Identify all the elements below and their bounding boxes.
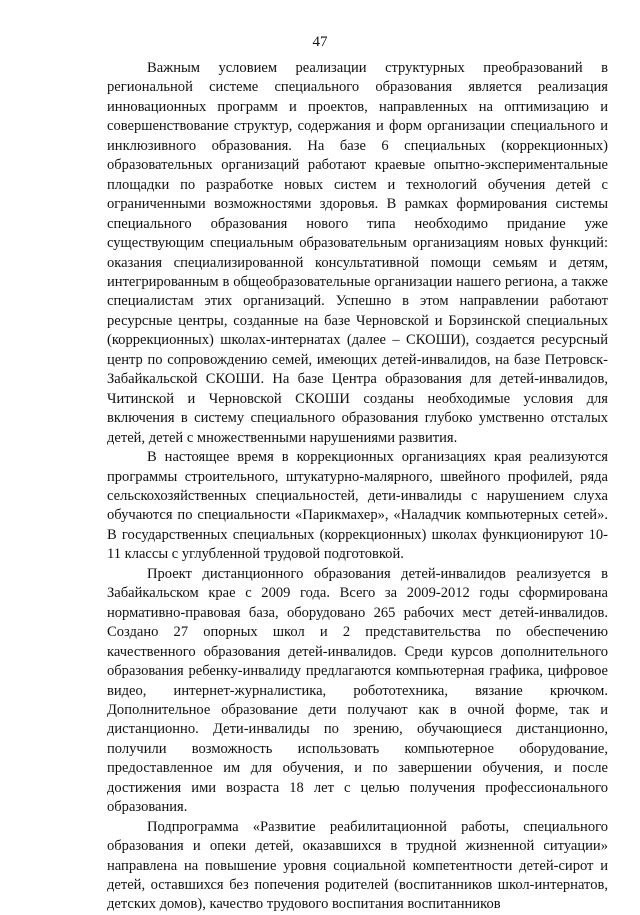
paragraph-subprogram: Подпрограмма «Развитие реабилитационной работы, специального образования и опеки детей, оказавшихся в трудной жизненной ситуации» направлена на повышение уровня социальной компетентности детей-сирот и детей, оставшихся без попечения родителей (воспитанников школ-интернатов, детских домов), качество трудового воспитания воспитанников <box>107 818 608 913</box>
paragraph-vocational-programs: В настоящее время в коррекционных организациях края реализуются программы строительного, штукатурно-малярного, швейного профилей, ряда сельскохозяйственных специальностей, дети-инвалиды с нарушением слуха обучаются по специальности «Парикмахер», «Наладчик компьютерных сетей». В государственных специальных (коррекционных) школах функционируют 10-11 классы с углубленной трудовой подготовкой. <box>107 449 608 563</box>
page-number: 47 <box>312 34 328 50</box>
text-body <box>107 59 608 915</box>
paragraph-special-education-reform: Важным условием реализации структурных преобразований в региональной системе специального образования является реализация инновационных программ и проектов, направленных на оптимизацию и совершенствование структур, содержания и форм организации специального и инклюзивного образования. На базе 6 специальных (коррекционных) образовательных организаций работают краевые опытно-экспериментальные площадки по разработке новых систем и технологий обучения детей с ограниченными возможностями здоровья. В рамках формирования системы специального образования нового типа необходимо придание уже существующим специальным образовательным организациям новых функций: оказания специализированной консультативной помощи семьям и детям, интегрированным в общеобразовательные организации нашего региона, а также специалистам этих организаций. Успешно в этом направлении работают ресурсные центры, созданные на базе Черновской и Борзинской специальных (коррекционных) школах-интернатах (далее – СКОШИ), создается ресурсный центр по сопровождению семей, имеющих детей-инвалидов, на базе Петровск-Забайкальской СКОШИ. На базе Центра образования для детей-инвалидов, Читинской и Черновской СКОШИ созданы необходимые условия для включения в систему специального образования глубоко умственно отсталых детей, детей с множественными нарушениями развития. <box>107 60 608 446</box>
paragraph-distance-education: Проект дистанционного образования детей-инвалидов реализуется в Забайкальском крае с 2009 года. Всего за 2009-2012 годы сформирована нормативно-правовая база, оборудовано 265 рабочих мест детей-инвалидов. Создано 27 опорных школ и 2 представительства по обеспечению качественного образования детей-инвалидов. Среди курсов дополнительного образования ребенку-инвалиду предлагаются компьютерная графика, цифровое видео, интернет-журналистика, робототехника, вязание крючком. Дополнительное образование дети получают как в очной форме, так и дистанционно. Дети-инвалиды по зрению, обучающиеся дистанционно, получили возможность использовать компьютерное оборудование, предоставленное им для обучения, и по завершении обучения, и после достижения ими возраста 18 лет с целью получения профессионального образования. <box>107 565 608 816</box>
